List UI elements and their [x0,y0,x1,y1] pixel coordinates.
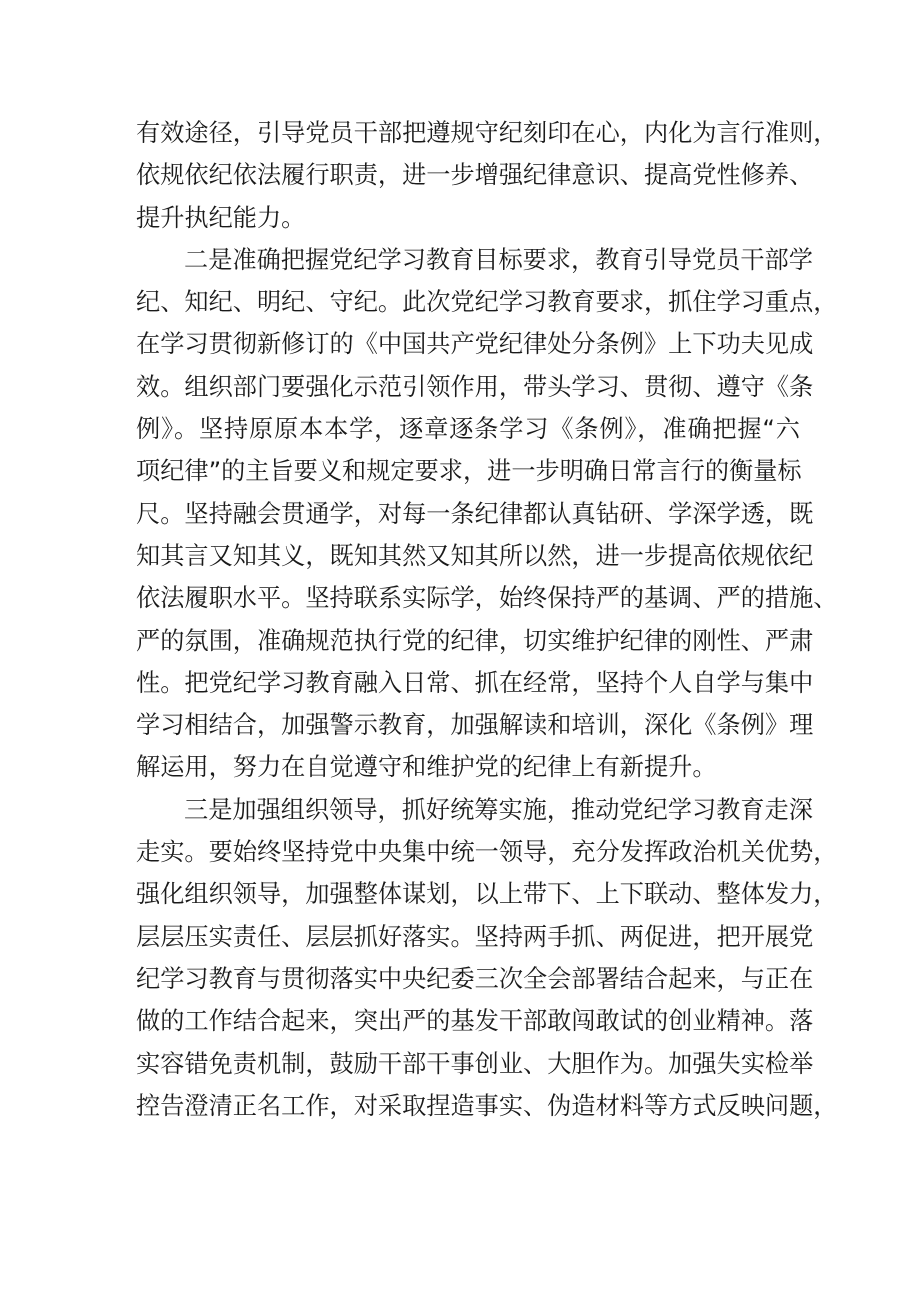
text-line: 严的氛围，准确规范执行党的纪律，切实维护纪律的刚性、严肃 [136,626,814,655]
text-line: 知其言又知其义，既知其然又知其所以然，进一步提高依规依纪 [136,541,814,570]
text-line: 在学习贯彻新修订的《中国共产党纪律处分条例》上下功夫见成 [136,330,814,359]
text-line: 效。组织部门要强化示范引领作用，带头学习、贯彻、遵守《条 [136,372,814,401]
text-line: 有效途径，引导党员干部把遵规守纪刻印在心，内化为言行准则， [136,119,838,147]
text-line: 二是准确把握党纪学习教育目标要求，教育引导党员干部学 [184,245,813,274]
text-line: 项纪律”的主旨要义和规定要求，进一步明确日常言行的衡量标 [136,457,802,486]
text-line: 纪学习教育与贯彻落实中央纪委三次全会部署结合起来，与正在 [136,964,814,993]
text-line: 依法履职水平。坚持联系实际学，始终保持严的基调、严的措施、 [136,584,838,613]
text-line: 解运用，努力在自觉遵守和维护党的纪律上有新提升。 [136,753,717,782]
text-line: 控告澄清正名工作，对采取捏造事实、伪造材料等方式反映问题， [136,1091,838,1120]
text-line: 依规依纪依法履行职责，进一步增强纪律意识、提高党性修养、 [136,161,814,190]
text-line: 例》。坚持原原本本学，逐章逐条学习《条例》，准确把握“六 [136,415,800,444]
text-line: 层层压实责任、层层抓好落实。坚持两手抓、两促进，把开展党 [136,922,814,951]
text-line: 尺。坚持融会贯通学，对每一条纪律都认真钻研、学深学透，既 [136,499,814,528]
paragraph [136,789,838,1127]
text-line: 性。把党纪学习教育融入日常、抓在经常，坚持个人自学与集中 [136,668,814,697]
text-line: 纪、知纪、明纪、守纪。此次党纪学习教育要求，抓住学习重点， [136,288,838,317]
text-line: 走实。要始终坚持党中央集中统一领导，充分发挥政治机关优势， [136,838,838,867]
text-line: 学习相结合，加强警示教育，加强解读和培训，深化《条例》理 [136,711,814,740]
paragraph [136,112,838,239]
text-line: 提升执纪能力。 [136,203,306,232]
text-line: 三是加强组织领导，抓好统筹实施，推动党纪学习教育走深 [184,795,813,824]
text-line: 做的工作结合起来，突出严的基发干部敢闯敢试的创业精神。落 [136,1007,814,1036]
document-body [136,112,838,1127]
text-line: 强化组织领导，加强整体谋划，以上带下、上下联动、整体发力， [136,880,838,909]
paragraph [136,239,838,789]
text-line: 实容错免责机制，鼓励干部干事创业、大胆作为。加强失实检举 [136,1049,814,1078]
